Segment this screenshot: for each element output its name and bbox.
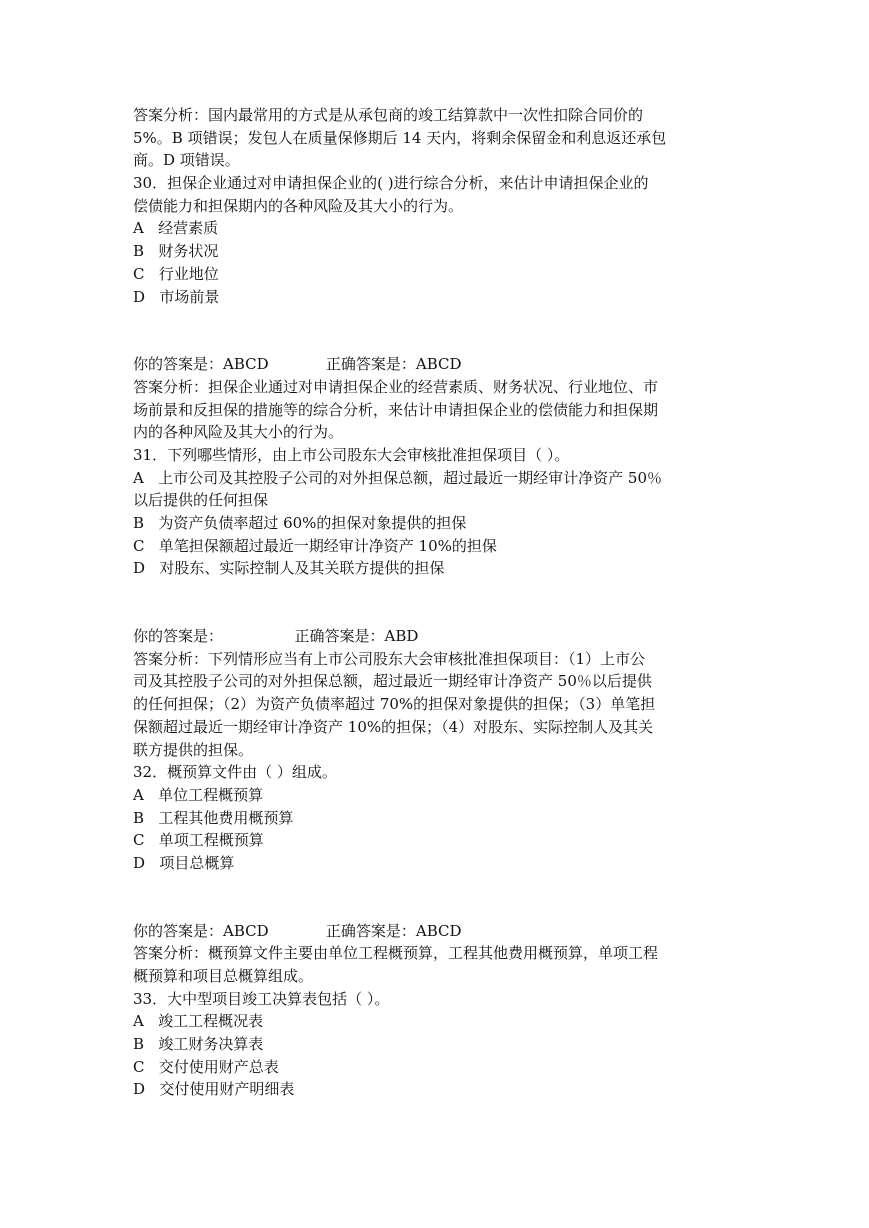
text-line: 联方提供的担保。 (133, 740, 254, 759)
text-line: 答案分析：概预算文件主要由单位工程概预算，工程其他费用概预算，单项工程 (133, 944, 659, 963)
option-a: A 单位工程概预算 (133, 785, 264, 804)
text-line: 内的各种风险及其大小的行为。 (133, 423, 344, 442)
your-answer: 你的答案是： (133, 627, 224, 646)
question-text: 32．概预算文件由（ ）组成。 (133, 763, 337, 782)
answer-line (133, 625, 743, 648)
option-d: D 项目总概算 (133, 853, 235, 872)
answer-analysis (133, 104, 743, 172)
answer-line (133, 920, 743, 943)
option-a: A 经营素质 (133, 219, 219, 238)
option-d: D 交付使用财产明细表 (133, 1080, 295, 1099)
spacer (133, 875, 743, 920)
option-b: B 工程其他费用概预算 (133, 808, 294, 827)
text-line: 保额超过最近一期经审计净资产 10%的担保；（4）对股东、实际控制人及其关 (133, 717, 654, 736)
question-30 (133, 172, 743, 217)
answer-gap (269, 922, 326, 940)
question-text: 33．大中型项目竣工决算表包括（ ）。 (133, 989, 390, 1008)
answer-analysis (133, 942, 743, 987)
question-33 (133, 988, 743, 1011)
spacer (133, 580, 743, 625)
correct-answer: 正确答案是：ABCD (325, 921, 462, 940)
document-body (133, 104, 743, 1101)
question-text: 偿债能力和担保期内的各种风险及其大小的行为。 (133, 196, 464, 215)
option-b: B 竣工财务决算表 (133, 1035, 264, 1054)
correct-answer: 正确答案是：ABD (294, 627, 419, 646)
option-d: D 市场前景 (133, 287, 220, 306)
option-d: D 对股东、实际控制人及其关联方提供的担保 (133, 559, 445, 578)
option-c: C 单笔担保额超过最近一期经审计净资产 10%的担保 (133, 536, 497, 555)
text-line: 商。D 项错误。 (133, 151, 240, 170)
text-line: 5%。B 项错误；发包人在质量保修期后 14 天内，将剩余保留金和利息返还承包 (133, 128, 667, 147)
option-list (133, 467, 743, 580)
option-b: B 为资产负债率超过 60%的担保对象提供的担保 (133, 514, 467, 532)
question-31 (133, 444, 743, 467)
option-c: C 交付使用财产总表 (133, 1057, 279, 1076)
option-a: A 上市公司及其控股子公司的对外担保总额，超过最近一期经审计净资产 50％ (133, 468, 662, 487)
option-a: A 竣工工程概况表 (133, 1012, 264, 1031)
answer-analysis (133, 648, 743, 761)
text-line: 答案分析：下列情形应当有上市公司股东大会审核批准担保项目：（1）上市公 (133, 649, 646, 668)
your-answer: 你的答案是：ABCD (133, 921, 269, 940)
question-32 (133, 761, 743, 784)
option-a-continued: 以后提供的任何担保 (133, 491, 269, 510)
option-b: B 财务状况 (133, 242, 219, 261)
text-line: 的任何担保；（2）为资产负债率超过 70%的担保对象提供的担保；（3）单笔担 (133, 695, 656, 714)
text-line: 答案分析：担保企业通过对申请担保企业的经营素质、财务状况、行业地位、市 (133, 377, 659, 396)
answer-gap (223, 627, 295, 645)
option-c: C 单项工程概预算 (133, 831, 264, 850)
your-answer: 你的答案是：ABCD (133, 355, 269, 374)
option-list (133, 784, 743, 875)
text-line: 司及其控股子公司的对外担保总额，超过最近一期经审计净资产 50％以后提供 (133, 672, 652, 691)
answer-line (133, 353, 743, 376)
option-list (133, 1010, 743, 1101)
question-text: 30．担保企业通过对申请担保企业的( )进行综合分析，来估计申请担保企业的 (133, 174, 649, 193)
text-line: 答案分析：国内最常用的方式是从承包商的竣工结算款中一次性扣除合同价的 (133, 106, 644, 124)
correct-answer: 正确答案是：ABCD (325, 355, 462, 374)
option-c: C 行业地位 (133, 264, 219, 283)
spacer (133, 308, 743, 353)
text-line: 概预算和项目总概算组成。 (133, 967, 314, 985)
question-text: 31．下列哪些情形，由上市公司股东大会审核批准担保项目（ ）。 (133, 445, 570, 464)
answer-analysis (133, 376, 743, 444)
option-list (133, 217, 743, 308)
answer-gap (269, 355, 326, 373)
text-line: 场前景和反担保的措施等的综合分析，来估计申请担保企业的偿债能力和担保期 (133, 400, 659, 419)
